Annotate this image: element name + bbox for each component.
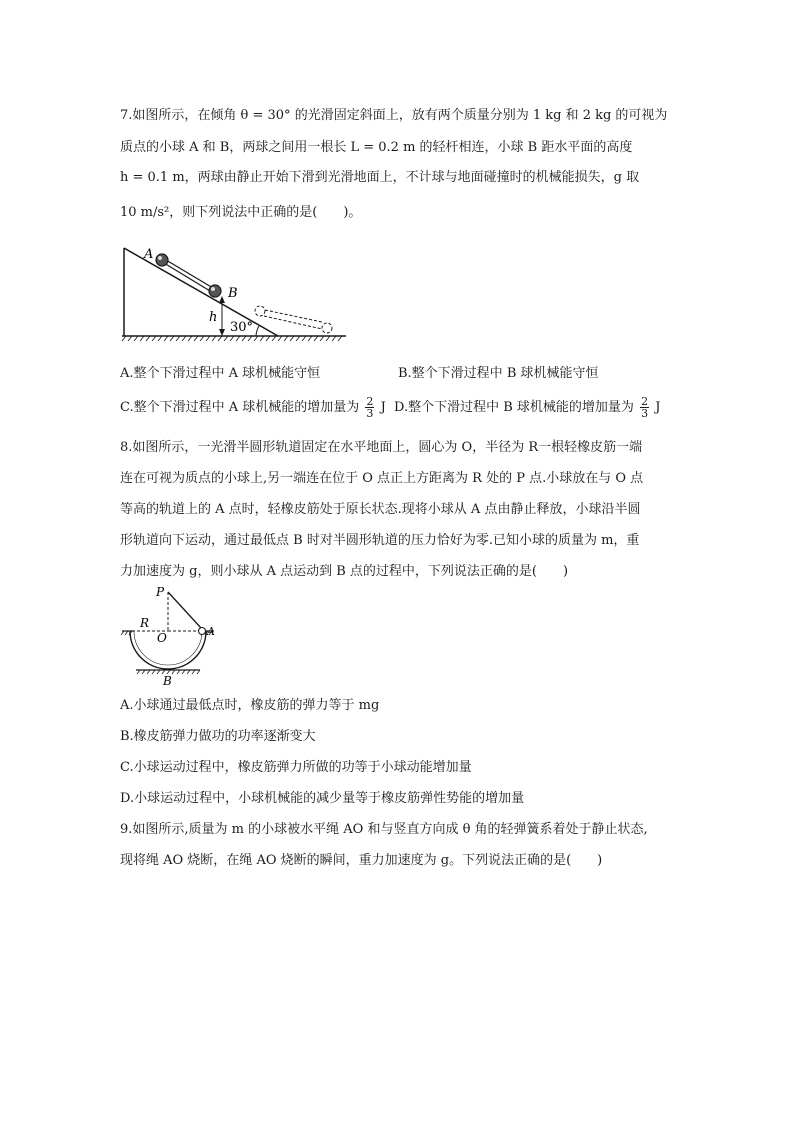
label-r: R (140, 616, 150, 630)
q9-line-2: 现将绳 AO 烧断，在绳 AO 烧断的瞬间，重力加速度为 g。下列说法正确的是( ) (120, 853, 603, 868)
q7-option-d-unit: J (655, 400, 661, 415)
q7-option-d-fraction: $\frac{2}{3}$ (641, 395, 649, 420)
q8-line-3: 等高的轨道上的 A 点时，轻橡皮筋处于原长状态.现将小球从 A 点由静止释放，小球沿半圆 (120, 502, 641, 517)
q7-option-c-text: C.整个下滑过程中 A 球机械能的增加量为 (120, 400, 360, 415)
q7-line-4: 10 m/s²，则下列说法中正确的是( )。 (120, 205, 362, 220)
q9-line-1: 9.如图所示,质量为 m 的小球被水平绳 AO 和与竖直方向成 θ 角的轻弹簧系着处于静止状态, (120, 822, 648, 837)
label-a: A (144, 247, 154, 262)
q7-option-c-fraction: $\frac{2}{3}$ (366, 395, 374, 420)
q7-option-d-text: D.整个下滑过程中 B 球机械能的增加量为 (394, 400, 634, 415)
q8-option-a: A.小球通过最低点时，橡皮筋的弹力等于 mg (120, 698, 380, 713)
q8-option-c: C.小球运动过程中，橡皮筋弹力所做的功等于小球动能增加量 (120, 760, 472, 775)
q8-option-d: D.小球运动过程中，小球机械能的减少量等于橡皮筋弹性势能的增加量 (120, 791, 525, 806)
q7-option-d (394, 396, 660, 419)
label-o: O (157, 631, 167, 645)
q7-line-3: h = 0.1 m，两球由静止开始下滑到光滑地面上，不计球与地面碰撞时的机械能损失，g 取 (120, 170, 640, 185)
q7-option-a: A.整个下滑过程中 A 球机械能守恒 (120, 366, 321, 381)
q7-line-2: 质点的小球 A 和 B，两球之间用一根长 L = 0.2 m 的轻杆相连，小球 B 距水平面的高度 (120, 140, 633, 155)
label-h: h (209, 310, 218, 325)
q8-semicircle-figure (118, 584, 218, 688)
q8-line-1: 8.如图所示，一光滑半圆形轨道固定在水平地面上，圆心为 O，半径为 R一根轻橡皮筋一端 (120, 440, 643, 455)
q8-line-4: 形轨道向下运动，通过最低点 B 时对半圆形轨道的压力恰好为零.已知小球的质量为 m，重 (120, 533, 640, 548)
q7-option-b: B.整个下滑过程中 B 球机械能守恒 (398, 366, 599, 381)
label-angle: 30° (230, 320, 254, 335)
q7-line-1: 7.如图所示，在倾角 θ = 30° 的光滑固定斜面上，放有两个质量分别为 1 kg 和 2 kg 的可视为 (120, 108, 668, 123)
q7-option-c-unit: J (380, 400, 386, 415)
label-p: P (156, 585, 165, 599)
q7-incline-figure (118, 238, 348, 343)
label-a-track: A (207, 625, 215, 638)
q7-option-c (120, 396, 386, 419)
q8-option-b: B.橡皮筋弹力做功的功率逐渐变大 (120, 729, 316, 744)
label-b-bottom: B (163, 674, 172, 688)
label-b: B (228, 286, 238, 301)
q8-line-2: 连在可视为质点的小球上,另一端连在位于 O 点正上方距离为 R 处的 P 点.小球放在与 O 点 (120, 471, 644, 486)
q8-line-5: 力加速度为 g，则小球从 A 点运动到 B 点的过程中，下列说法正确的是( ) (120, 564, 569, 579)
